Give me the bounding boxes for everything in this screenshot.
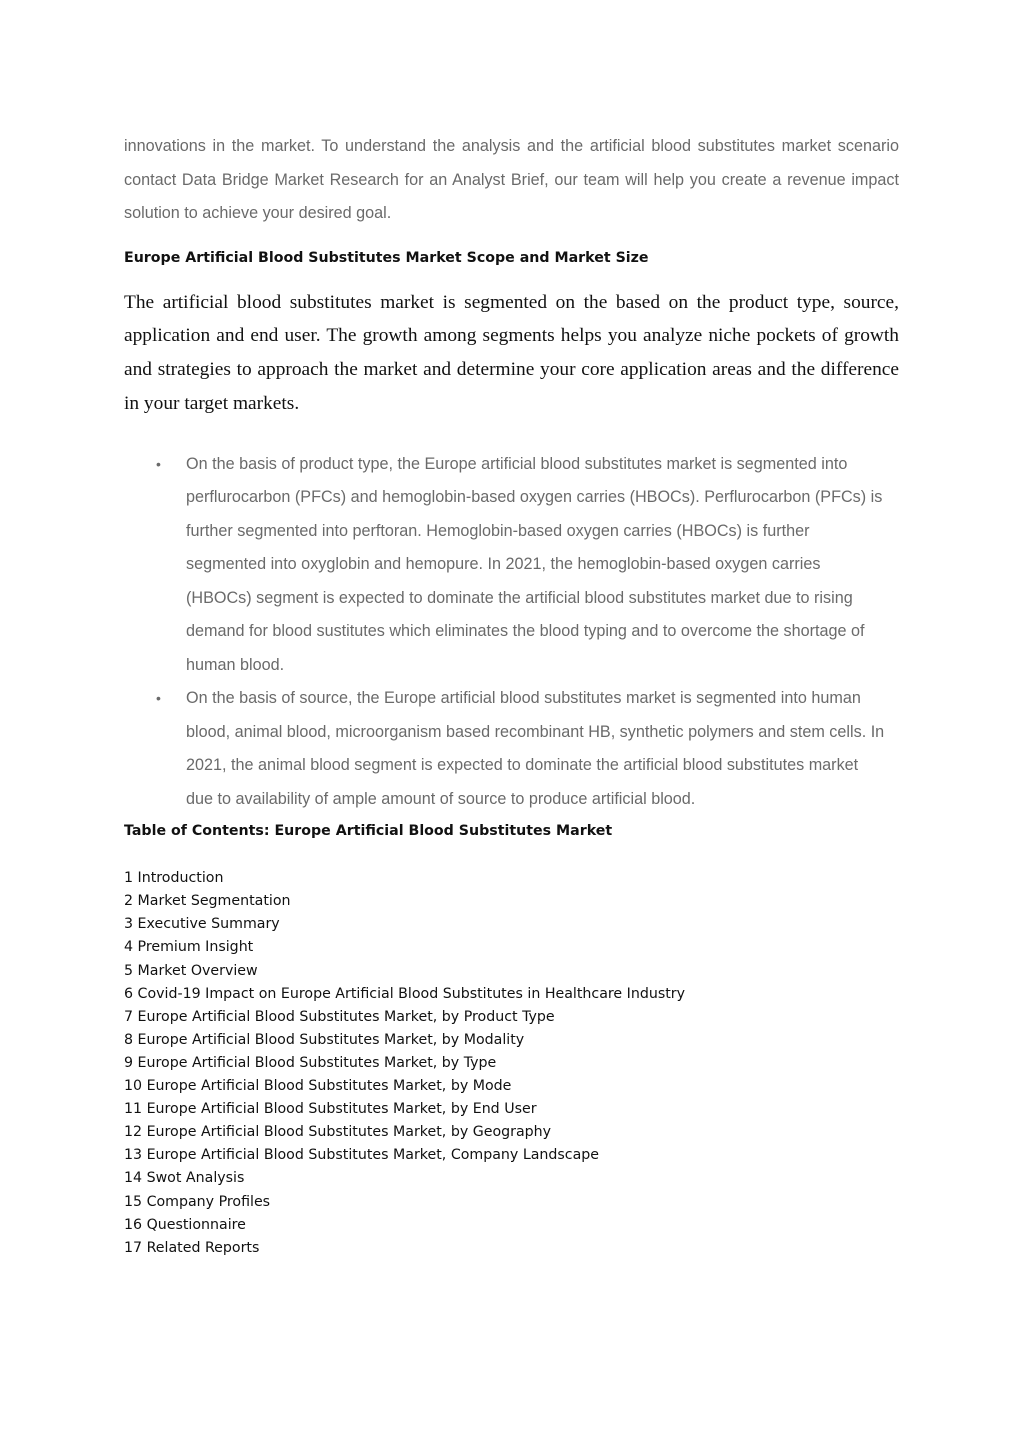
bullet-icon: • — [156, 455, 161, 472]
toc-item-premium-insight: 4 Premium Insight — [124, 939, 254, 956]
toc-item-executive-summary: 3 Executive Summary — [124, 916, 280, 933]
toc-item-by-type: 9 Europe Artificial Blood Substitutes Market, by Type — [124, 1054, 497, 1071]
toc-item-related-reports: 17 Related Reports — [124, 1239, 260, 1256]
scope-paragraph: The artificial blood substitutes market is segmented on the based on the product type, source, application and end user. The growth among segments helps you analyze niche pockets of growth and strategies to approach the market and determine your core application areas and the difference in your target markets. — [124, 291, 899, 414]
toc-item-by-geography: 12 Europe Artificial Blood Substitutes Market, by Geography — [124, 1124, 552, 1141]
bullet-item-product-type — [124, 448, 899, 683]
toc-item-introduction: 1 Introduction — [124, 870, 224, 887]
intro-paragraph: innovations in the market. To understand the analysis and the artificial blood substitutes market scenario contact Data Bridge Market Research for an Analyst Brief, our team will help you create a revenue impact solution to achieve your desired goal. — [124, 137, 899, 222]
toc-item-by-product-type: 7 Europe Artificial Blood Substitutes Market, by Product Type — [124, 1008, 555, 1025]
toc-heading: Table of Contents: Europe Artificial Blood Substitutes Market — [124, 823, 613, 840]
toc-item-by-mode: 10 Europe Artificial Blood Substitutes Market, by Mode — [124, 1078, 512, 1095]
toc-item-by-modality: 8 Europe Artificial Blood Substitutes Market, by Modality — [124, 1031, 525, 1048]
bullet-item-source — [124, 682, 899, 816]
page-content — [124, 130, 899, 1260]
toc-item-swot-analysis: 14 Swot Analysis — [124, 1170, 245, 1187]
bullet-text: On the basis of product type, the Europe artificial blood substitutes market is segmented into perflurocarbon (PFCs) and hemoglobin-based oxygen carries (HBOCs). Perflurocarbon (PFCs) is further segmented into perftoran. Hemoglobin-based oxygen carries (HBOCs) is further segmented into oxyglobin and hemopure. In 2021, the hemoglobin-based oxygen carries (HBOCs) segment is expected to dominate the artificial blood substitutes market due to rising demand for blood sustitutes which eliminates the blood typing and to overcome the shortage of human blood. — [186, 454, 883, 674]
toc-item-company-landscape: 13 Europe Artificial Blood Substitutes Market, Company Landscape — [124, 1147, 600, 1164]
toc-list — [124, 867, 899, 1260]
toc-item-market-overview: 5 Market Overview — [124, 962, 258, 979]
toc-item-company-profiles: 15 Company Profiles — [124, 1193, 271, 1210]
toc-item-covid-impact: 6 Covid-19 Impact on Europe Artificial Blood Substitutes in Healthcare Industry — [124, 985, 686, 1002]
toc-item-by-end-user: 11 Europe Artificial Blood Substitutes Market, by End User — [124, 1101, 537, 1118]
segmentation-bullet-list — [124, 448, 899, 817]
bullet-icon: • — [156, 690, 161, 707]
toc-item-market-segmentation: 2 Market Segmentation — [124, 893, 291, 910]
scope-heading: Europe Artificial Blood Substitutes Market Scope and Market Size — [124, 249, 649, 266]
bullet-text: On the basis of source, the Europe artificial blood substitutes market is segmented into human blood, animal blood, microorganism based recombinant HB, synthetic polymers and stem cells. In 2021, the animal blood segment is expected to dominate the artificial blood substitutes market due to availability of ample amount of source to produce artificial blood. — [186, 689, 885, 808]
toc-item-questionnaire: 16 Questionnaire — [124, 1216, 246, 1233]
